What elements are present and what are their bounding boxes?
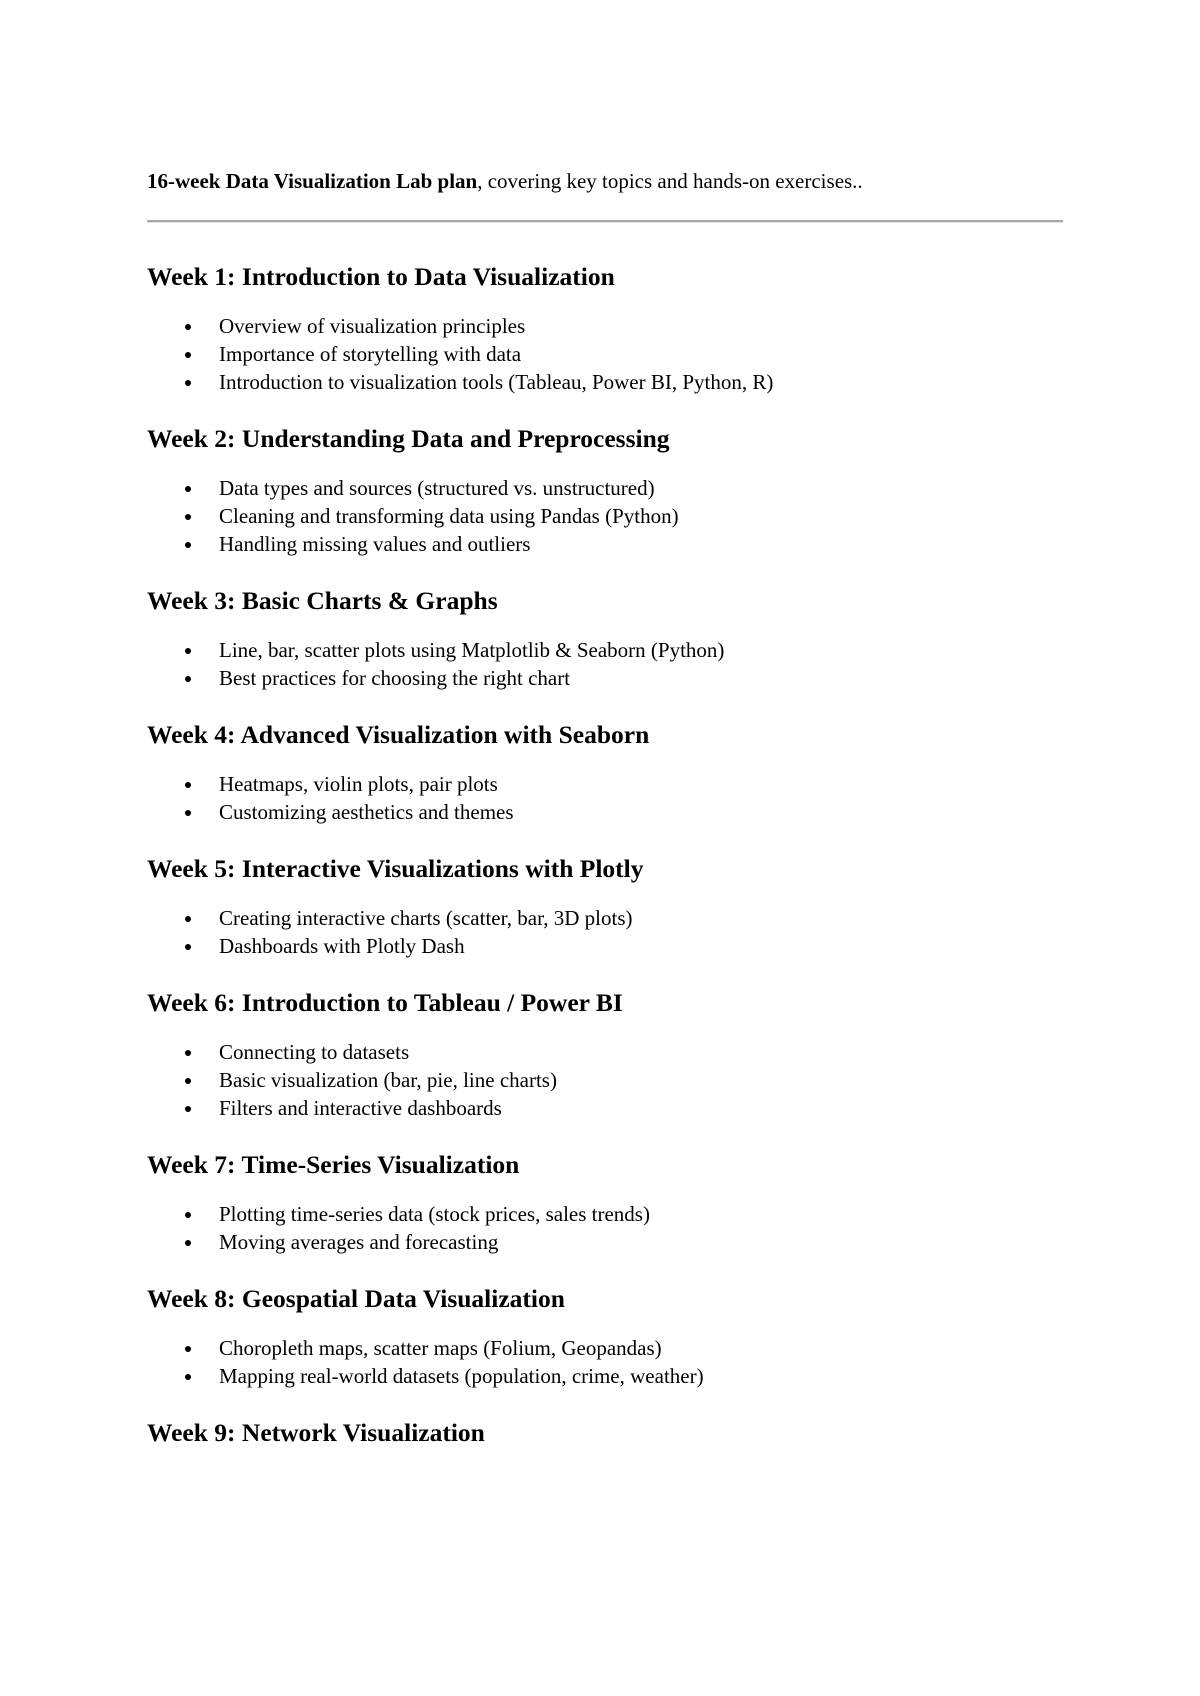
bullet-dot-icon (185, 648, 191, 654)
list-item (147, 340, 1067, 368)
list-item-text: Dashboards with Plotly Dash (219, 934, 465, 958)
bullet-list (147, 904, 1067, 960)
week-section-3 (147, 586, 1067, 692)
list-item-text: Data types and sources (structured vs. unstructured) (219, 476, 655, 500)
bullet-list (147, 1334, 1067, 1390)
week-heading: Week 9: Network Visualization (147, 1418, 485, 1447)
list-item (147, 1228, 1067, 1256)
list-item-text: Line, bar, scatter plots using Matplotlib & Seaborn (Python) (219, 638, 725, 662)
bullet-dot-icon (185, 782, 191, 788)
week-section-4 (147, 720, 1067, 826)
bullet-dot-icon (185, 1106, 191, 1112)
bullet-dot-icon (185, 944, 191, 950)
week-section-2 (147, 424, 1067, 558)
intro-rest-text: , covering key topics and hands-on exercises.. (477, 169, 863, 193)
list-item (147, 530, 1067, 558)
intro-paragraph (147, 167, 863, 195)
week-heading: Week 8: Geospatial Data Visualization (147, 1284, 565, 1313)
week-section-6 (147, 988, 1067, 1122)
list-item (147, 932, 1067, 960)
list-item-text: Connecting to datasets (219, 1040, 410, 1064)
list-item (147, 904, 1067, 932)
list-item (147, 1038, 1067, 1066)
bullet-list (147, 474, 1067, 558)
list-item-text: Filters and interactive dashboards (219, 1096, 502, 1120)
list-item (147, 1094, 1067, 1122)
bullet-dot-icon (185, 486, 191, 492)
list-item-text: Mapping real-world datasets (population, crime, weather) (219, 1364, 704, 1388)
list-item (147, 636, 1067, 664)
list-item-text: Plotting time-series data (stock prices, sales trends) (219, 1202, 650, 1226)
week-section-9 (147, 1418, 1067, 1448)
list-item (147, 664, 1067, 692)
list-item-text: Handling missing values and outliers (219, 532, 531, 556)
bullet-list (147, 636, 1067, 692)
list-item (147, 798, 1067, 826)
list-item-text: Introduction to visualization tools (Tableau, Power BI, Python, R) (219, 370, 774, 394)
list-item-text: Overview of visualization principles (219, 314, 526, 338)
week-heading: Week 1: Introduction to Data Visualization (147, 262, 615, 291)
bullet-dot-icon (185, 1346, 191, 1352)
week-section-7 (147, 1150, 1067, 1256)
list-item (147, 368, 1067, 396)
list-item-text: Best practices for choosing the right chart (219, 666, 571, 690)
list-item (147, 1200, 1067, 1228)
bullet-dot-icon (185, 324, 191, 330)
week-heading: Week 4: Advanced Visualization with Seaborn (147, 720, 650, 749)
week-section-8 (147, 1284, 1067, 1390)
bullet-dot-icon (185, 542, 191, 548)
week-heading: Week 3: Basic Charts & Graphs (147, 586, 498, 615)
list-item-text: Basic visualization (bar, pie, line charts) (219, 1068, 557, 1092)
bullet-dot-icon (185, 1374, 191, 1380)
list-item (147, 770, 1067, 798)
week-heading: Week 6: Introduction to Tableau / Power BI (147, 988, 623, 1017)
horizontal-divider (147, 220, 1063, 223)
list-item (147, 1066, 1067, 1094)
week-section-5 (147, 854, 1067, 960)
list-item-text: Cleaning and transforming data using Pandas (Python) (219, 504, 679, 528)
bullet-dot-icon (185, 1050, 191, 1056)
list-item-text: Importance of storytelling with data (219, 342, 522, 366)
list-item-text: Customizing aesthetics and themes (219, 800, 514, 824)
weeks-list (147, 262, 1067, 1468)
bullet-list (147, 770, 1067, 826)
list-item-text: Choropleth maps, scatter maps (Folium, Geopandas) (219, 1336, 662, 1360)
bullet-dot-icon (185, 352, 191, 358)
bullet-dot-icon (185, 514, 191, 520)
intro-bold-text: 16-week Data Visualization Lab plan (147, 169, 478, 193)
week-heading: Week 2: Understanding Data and Preprocessing (147, 424, 670, 453)
week-section-1 (147, 262, 1067, 396)
bullet-dot-icon (185, 916, 191, 922)
week-heading: Week 7: Time-Series Visualization (147, 1150, 520, 1179)
week-heading: Week 5: Interactive Visualizations with Plotly (147, 854, 644, 883)
bullet-dot-icon (185, 810, 191, 816)
bullet-dot-icon (185, 380, 191, 386)
bullet-dot-icon (185, 676, 191, 682)
list-item-text: Heatmaps, violin plots, pair plots (219, 772, 498, 796)
bullet-dot-icon (185, 1212, 191, 1218)
bullet-dot-icon (185, 1240, 191, 1246)
bullet-list (147, 1200, 1067, 1256)
list-item (147, 474, 1067, 502)
list-item (147, 312, 1067, 340)
list-item (147, 1362, 1067, 1390)
bullet-list (147, 312, 1067, 396)
bullet-dot-icon (185, 1078, 191, 1084)
list-item-text: Creating interactive charts (scatter, bar, 3D plots) (219, 906, 633, 930)
list-item (147, 502, 1067, 530)
bullet-list (147, 1038, 1067, 1122)
list-item-text: Moving averages and forecasting (219, 1230, 499, 1254)
list-item (147, 1334, 1067, 1362)
